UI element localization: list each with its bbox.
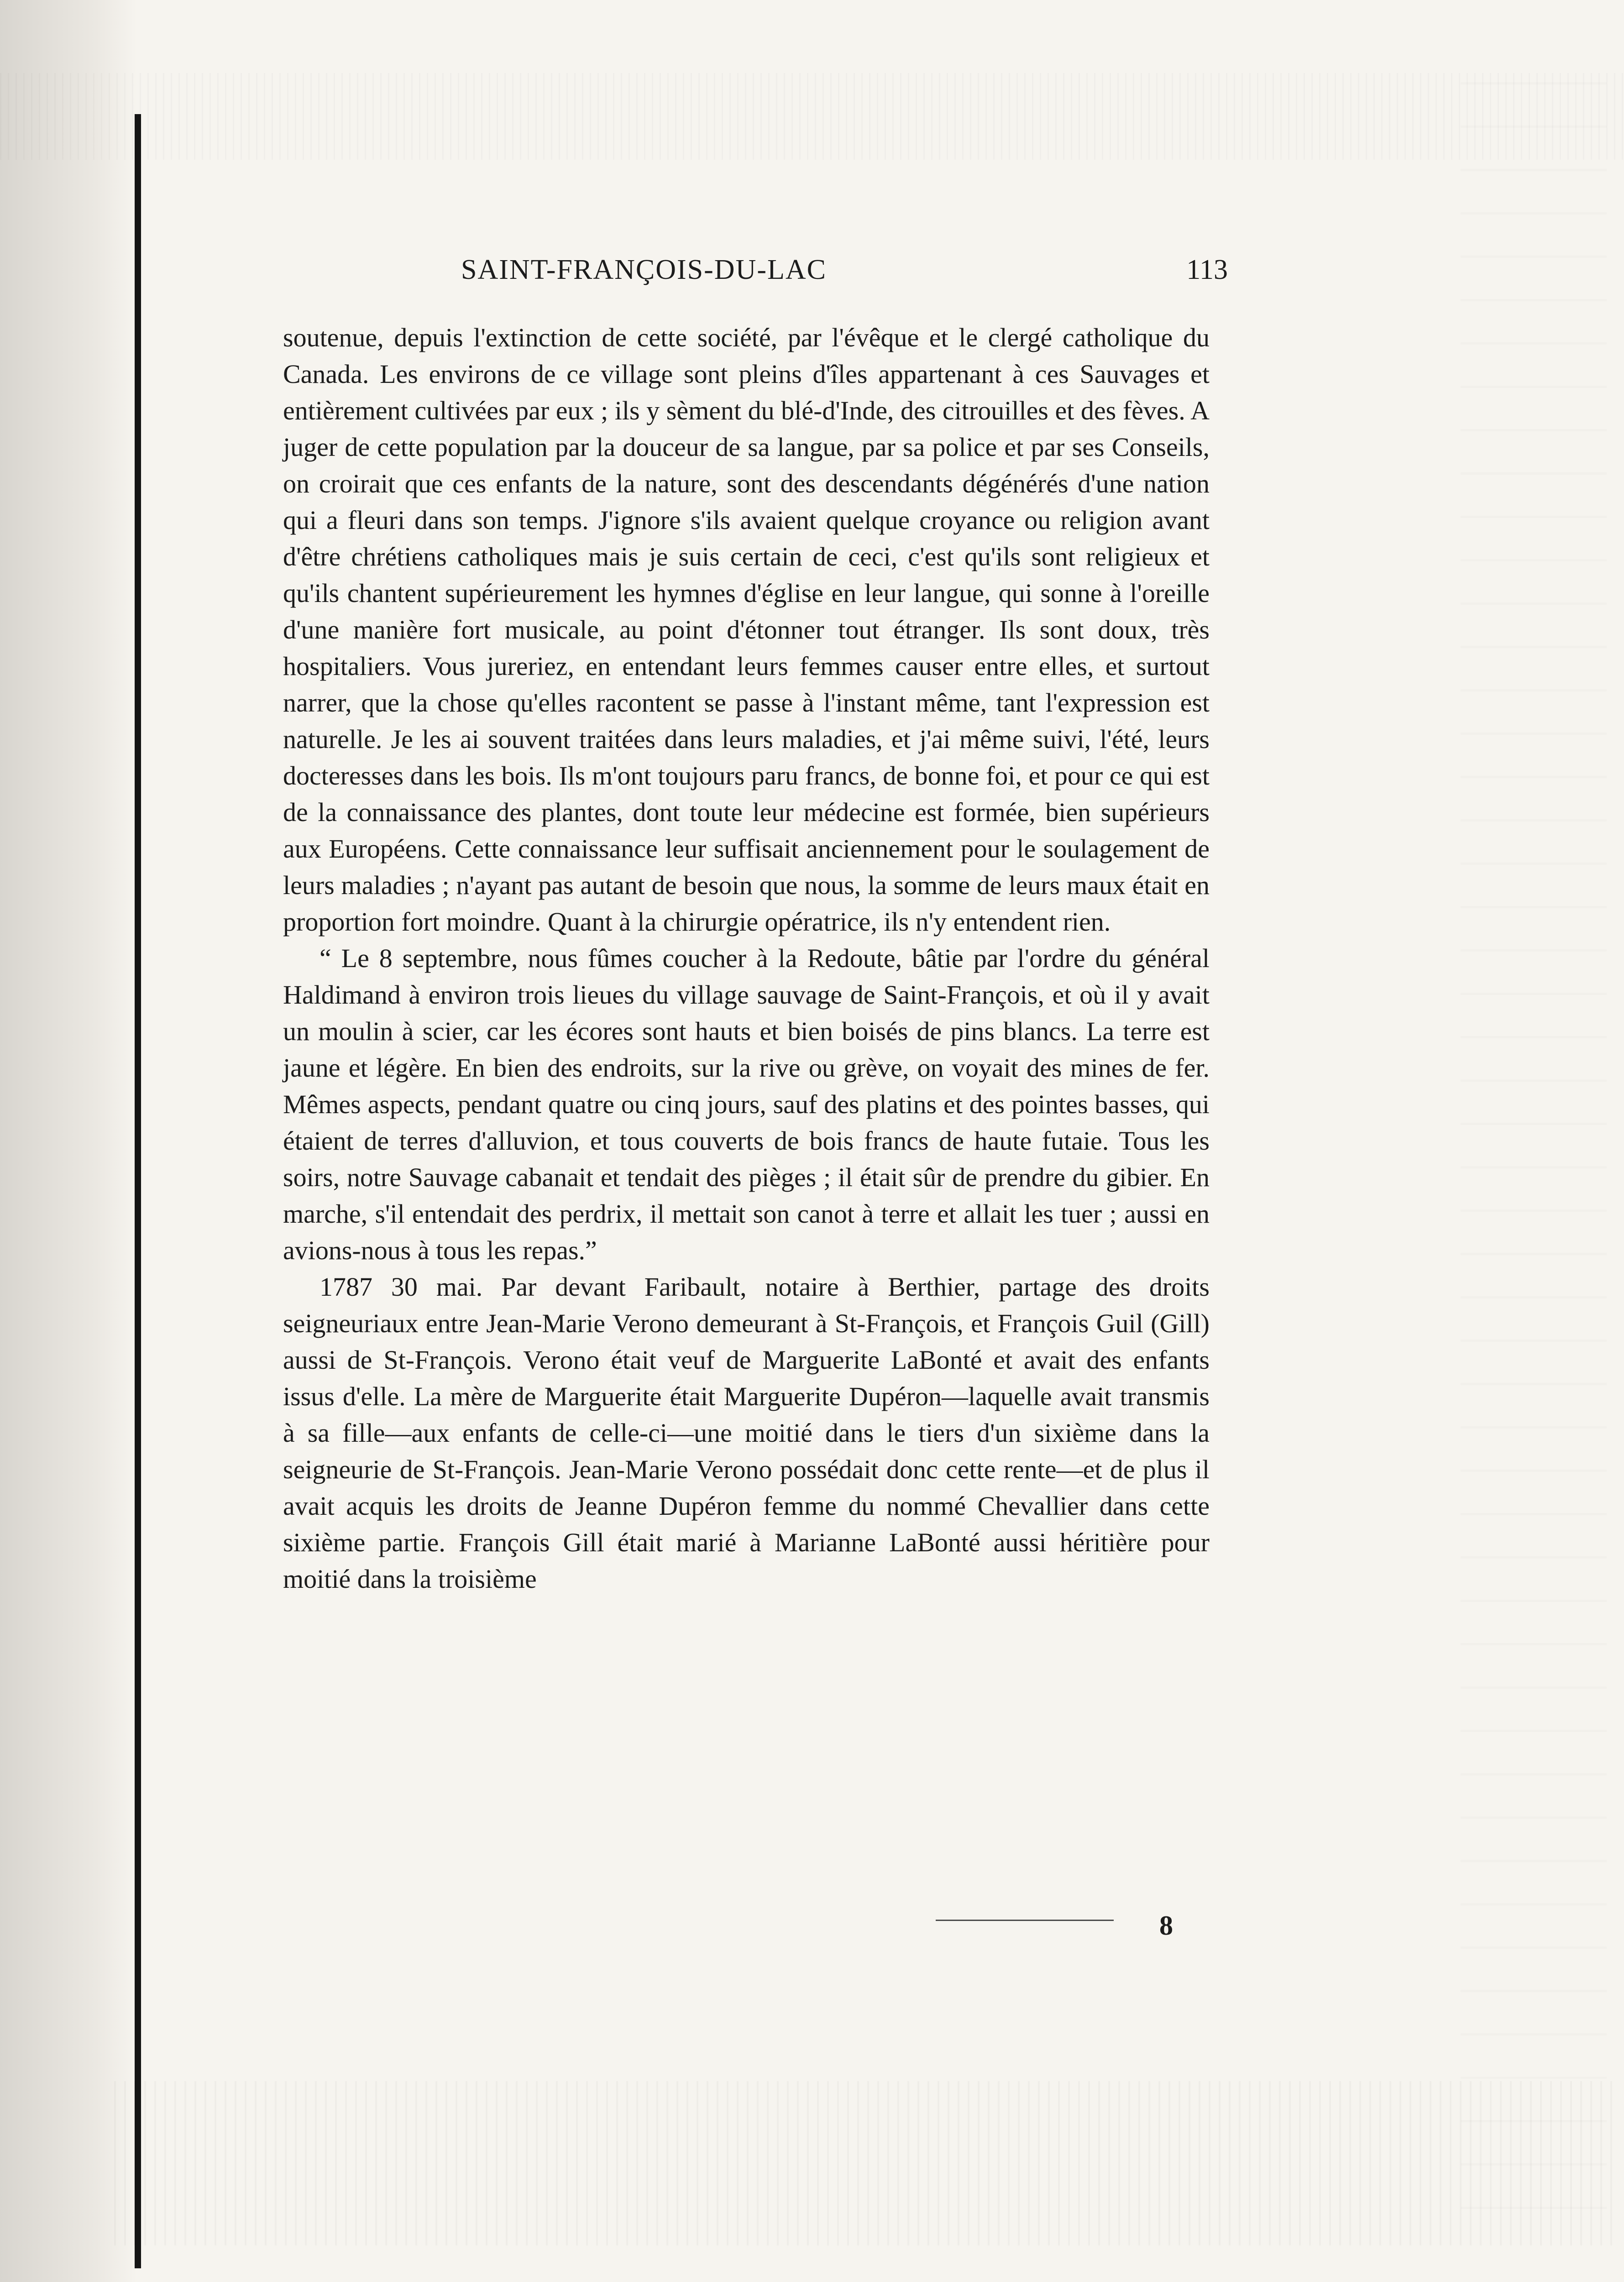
running-title: SAINT-FRANÇOIS-DU-LAC [461,254,827,285]
paragraph-1: soutenue, depuis l'extinction de cette société, par l'évêque et le clergé catholique du Canada. Les environs de ce village sont pleins d'îles appartenant à ces Sauvages et entièrement cultivées par eux ; ils y sèment du blé-d'Inde, des citrouilles et des fèves. A juger de cette population par la douceur de sa langue, par sa police et par ses Conseils, on croirait que ces enfants de la nature, sont des descendants dégénérés d'une nation qui a fleuri dans son temps. J'ignore s'ils avaient quelque croyance ou religion avant d'être chrétiens catholiques mais je suis certain de ceci, c'est qu'ils sont religieux et qu'ils chantent supérieurement les hymnes d'église en leur langue, qui sonne à l'oreille d'une manière fort musicale, au point d'étonner tout étranger. Ils sont doux, très hospitaliers. Vous jureriez, en entendant leurs femmes causer entre elles, et surtout narrer, que la chose qu'elles racontent se passe à l'instant même, tant l'expression est naturelle. Je les ai souvent traitées dans leurs maladies, et j'ai même suivi, l'été, leurs docteresses dans les bois. Ils m'ont toujours paru francs, de bonne foi, et pour ce qui est de la connaissance des plantes, dont toute leur médecine est formée, bien supérieurs aux Européens. Cette connaissance leur suffisait anciennement pour le soulagement de leurs maladies ; n'ayant pas autant de besoin que nous, la somme de leurs maux était en proportion fort moindre. Quant à la chirurgie opératrice, ils n'y entendent rien. [283,323,1210,937]
page-header [461,254,1228,299]
footer-rule [936,1920,1114,1921]
binding-edge [135,114,141,2268]
scan-noise-right [1461,82,1607,2227]
scan-noise-top [0,73,1624,160]
signature-mark: 8 [1159,1910,1173,1941]
paragraph-2: “ Le 8 septembre, nous fûmes coucher à la Redoute, bâtie par l'ordre du général Haldimand à environ trois lieues du village sauvage de Saint-François, et où il y avait un moulin à scier, car les écores sont hauts et bien boisés de pins blancs. La terre est jaune et légère. En bien des endroits, sur la rive ou grève, on voyait des mines de fer. Mêmes aspects, pendant quatre ou cinq jours, sauf des platins et des pointes basses, qui étaient de terres d'alluvion, et tous couverts de bois francs de haute futaie. Tous les soirs, notre Sauvage cabanait et tendait des pièges ; il était sûr de prendre du gibier. En marche, s'il entendait des perdrix, il mettait son canot à terre et allait les tuer ; aussi en avions-nous à tous les repas.” [283,943,1210,1265]
paragraph-3: 1787 30 mai. Par devant Faribault, notaire à Berthier, partage des droits seigneuriaux entre Jean-Marie Verono demeurant à St-François, et François Guil (Gill) aussi de St-François. Verono était veuf de Marguerite LaBonté et avait des enfants issus d'elle. La mère de Marguerite était Marguerite Dupéron—laquelle avait transmis à sa fille—aux enfants de celle-ci—une moitié dans le tiers d'un sixième dans la seigneurie de St-François. Jean-Marie Verono possédait donc cette rente—et de plus il avait acquis les droits de Jeanne Dupéron femme du nommé Chevallier dans cette sixième partie. François Gill était marié à Marianne LaBonté aussi héritière pour moitié dans la troisième [283,1272,1210,1594]
scan-noise-bottom [114,2081,1620,2245]
page-number: 113 [1186,254,1228,285]
gutter-shadow [0,0,137,2282]
body-text [283,319,1210,1597]
